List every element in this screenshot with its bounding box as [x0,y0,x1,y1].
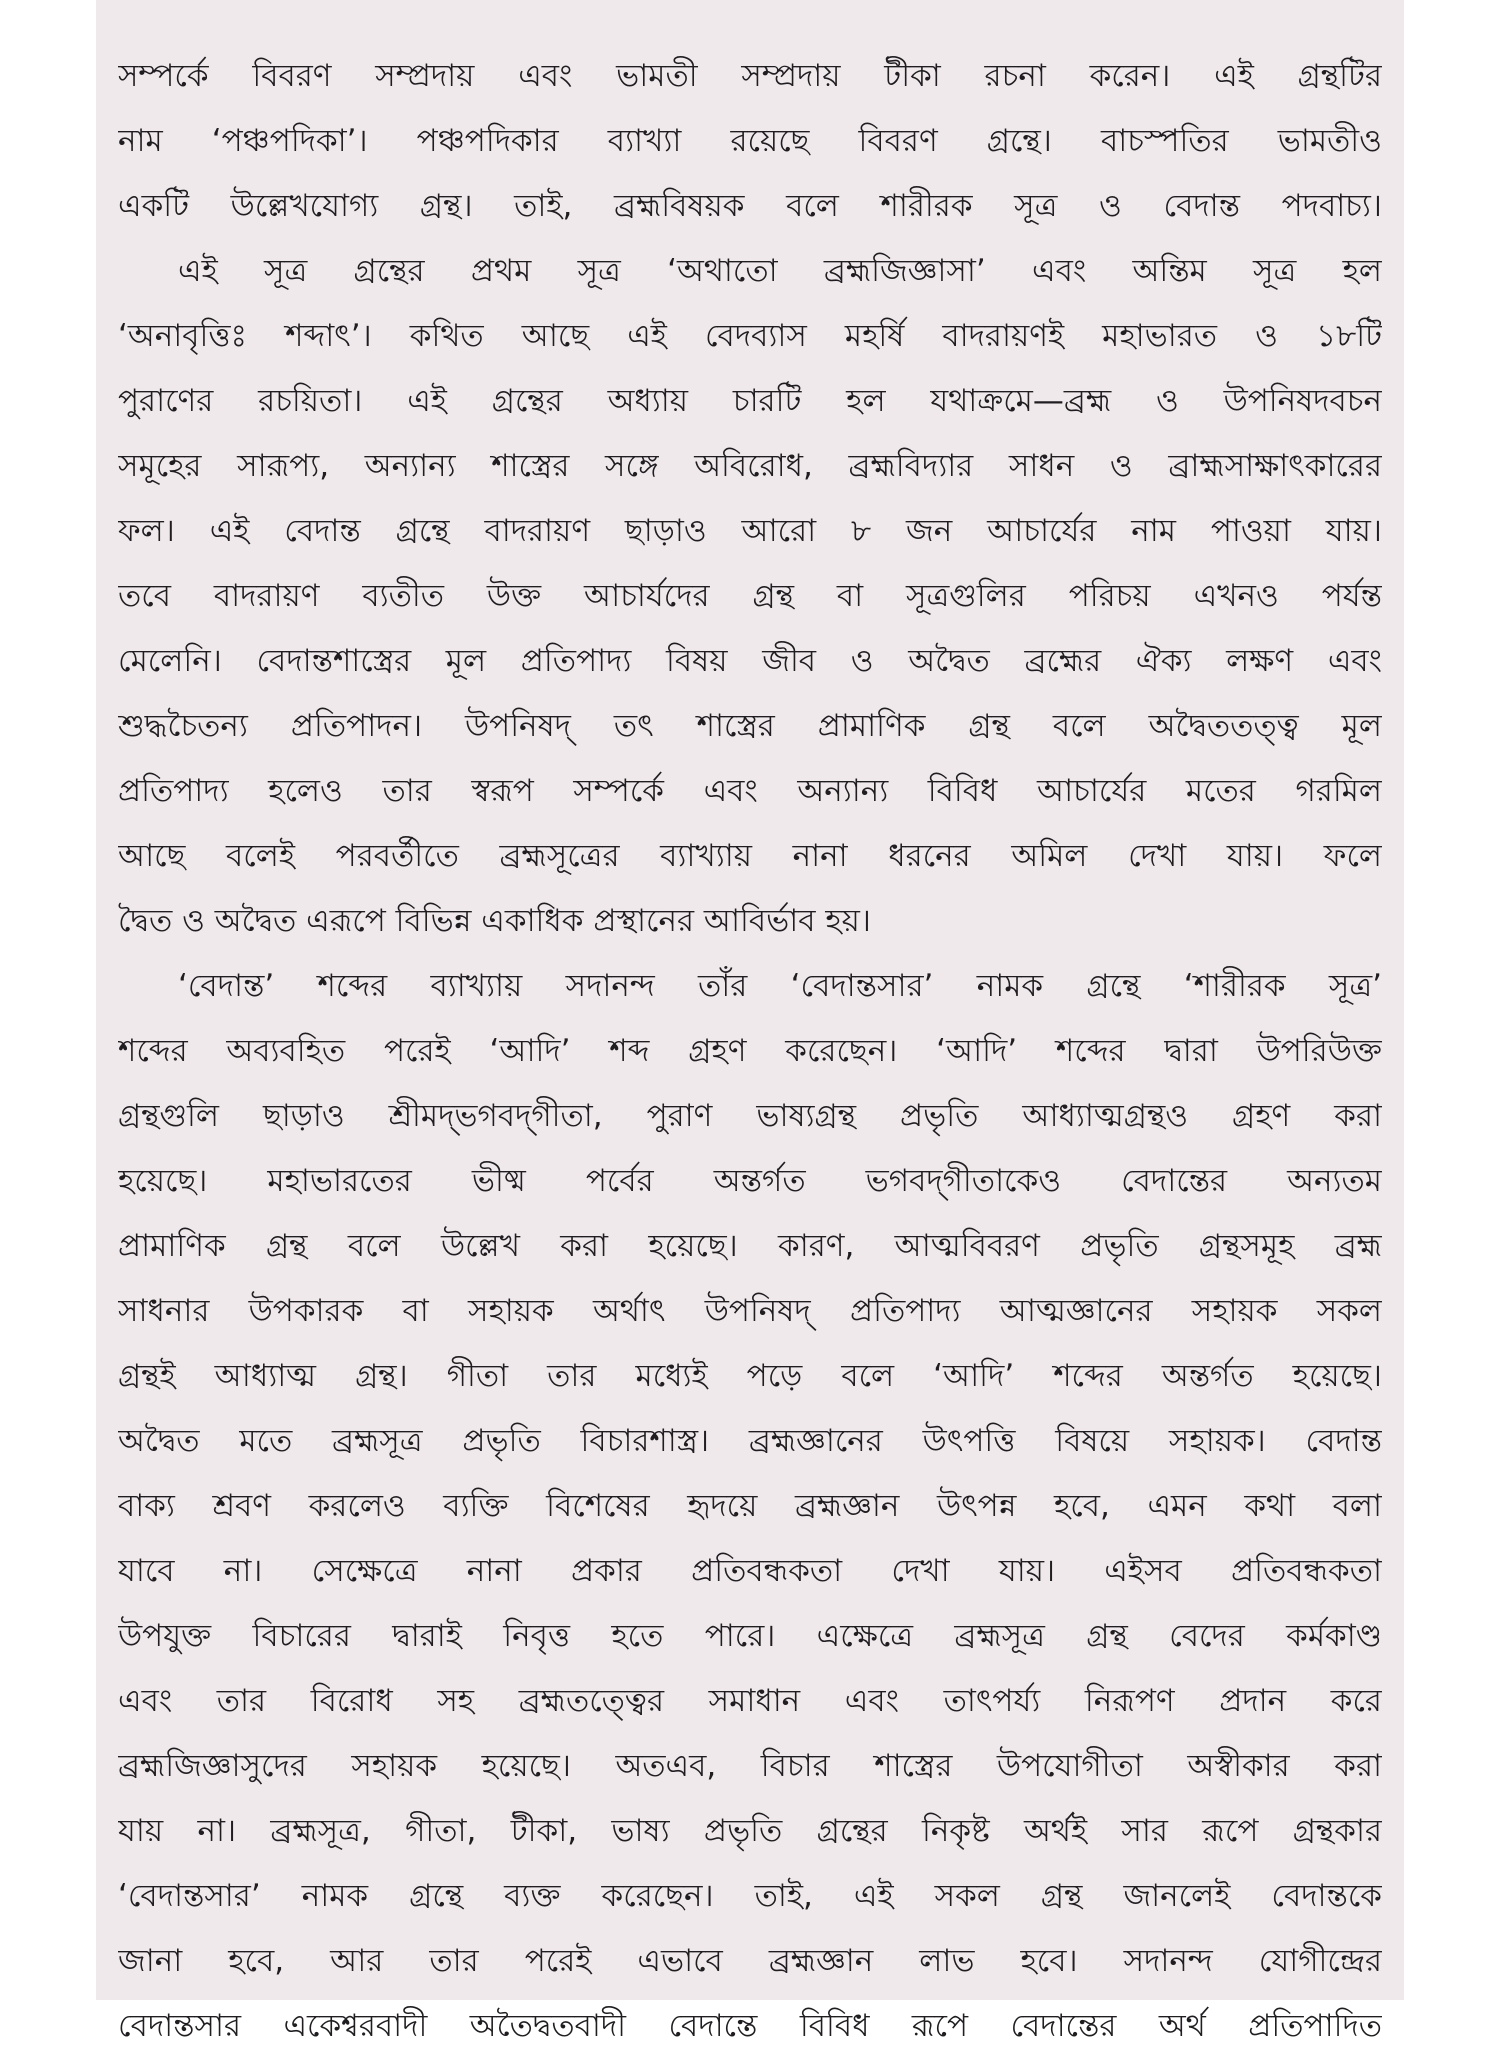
text-line: জানা হবে, আর তার পরেই এভাবে ব্রহ্মজ্ঞান লাভ হবে। সদানন্দ যোগীন্দ্রের [118,1943,1382,1979]
text-line: অদ্বৈত মতে ব্রহ্মসূত্র প্রভৃতি বিচারশাস্ত্র। ব্রহ্মজ্ঞানের উৎপত্তি বিষয়ে সহায়ক। বেদান্ত [118,1423,1382,1459]
paragraph-end-line: দ্বৈত ও অদ্বৈত এরূপে বিভিন্ন একাধিক প্রস্থানের আবির্ভাব হয়। [118,903,871,939]
text-line: যাবে না। সেক্ষেত্রে নানা প্রকার প্রতিবন্ধকতা দেখা যায়। এইসব প্রতিবন্ধকতা [118,1553,1382,1589]
text-line: তবে বাদরায়ণ ব্যতীত উক্ত আচার্যদের গ্রন্থ বা সূত্রগুলির পরিচয় এখনও পর্যন্ত [118,578,1382,614]
scanned-page [96,0,1404,2044]
text-line: প্রতিপাদ্য হলেও তার স্বরূপ সম্পর্কে এবং অন্যান্য বিবিধ আচার্যের মতের গরমিল [118,773,1382,809]
text-line: যায় না। ব্রহ্মসূত্র, গীতা, টীকা, ভাষ্য প্রভৃতি গ্রন্থের নিকৃষ্ট অর্থই সার রূপে গ্রন্থকার [118,1813,1382,1849]
text-line: শব্দের অব্যবহিত পরেই ‘আদি’ শব্দ গ্রহণ করেছেন। ‘আদি’ শব্দের দ্বারা উপরিউক্ত [118,1033,1382,1069]
text-line: একটি উল্লেখযোগ্য গ্রন্থ। তাই, ব্রহ্মবিষয়ক বলে শারীরক সূত্র ও বেদান্ত পদবাচ্য। [118,188,1382,224]
text-line: সাধনার উপকারক বা সহায়ক অর্থাৎ উপনিষদ্ প্রতিপাদ্য আত্মজ্ঞানের সহায়ক সকল [118,1293,1382,1329]
text-line: ‘বেদান্তসার’ নামক গ্রন্থে ব্যক্ত করেছেন। তাই, এই সকল গ্রন্থ জানলেই বেদান্তকে [118,1878,1382,1914]
text-line: ‘অনাবৃত্তিঃ শব্দাৎ’। কথিত আছে এই বেদব্যাস মহর্ষি বাদরায়ণই মহাভারত ও ১৮টি [118,318,1382,354]
text-line: নাম ‘পঞ্চপদিকা’। পঞ্চপদিকার ব্যাখ্যা রয়েছে বিবরণ গ্রন্থে। বাচস্পতির ভামতীও [118,123,1382,159]
text-line: বেদান্তসার একেশ্বরবাদী অতৈদ্বতবাদী বেদান্তে বিবিধ রূপে বেদান্তের অর্থ প্রতিপাদিত [118,2008,1382,2044]
text-line: এবং তার বিরোধ সহ ব্রহ্মতত্ত্বের সমাধান এবং তাৎপর্য্য নিরূপণ প্রদান করে [118,1683,1382,1719]
text-line: হয়েছে। মহাভারতের ভীষ্ম পর্বের অন্তর্গত ভগবদ্‌গীতাকেও বেদান্তের অন্যতম [118,1163,1382,1199]
text-line: উপযুক্ত বিচারের দ্বারাই নিবৃত্ত হতে পারে। এক্ষেত্রে ব্রহ্মসূত্র গ্রন্থ বেদের কর্মকাণ্ড [118,1618,1382,1654]
text-line: ফল। এই বেদান্ত গ্রন্থে বাদরায়ণ ছাড়াও আরো ৮ জন আচার্যের নাম পাওয়া যায়। [118,513,1382,549]
paragraph-start-line: এই সূত্র গ্রন্থের প্রথম সূত্র ‘অথাতো ব্রহ্মজিজ্ঞাসা’ এবং অন্তিম সূত্র হল [178,253,1382,289]
paragraph-start-line: ‘বেদান্ত’ শব্দের ব্যাখ্যায় সদানন্দ তাঁর ‘বেদান্তসার’ নামক গ্রন্থে ‘শারীরক সূত্র’ [178,968,1382,1004]
text-line: প্রামাণিক গ্রন্থ বলে উল্লেখ করা হয়েছে। কারণ, আত্মবিবরণ প্রভৃতি গ্রন্থসমূহ ব্রহ্ম [118,1228,1382,1264]
text-line: মেলেনি। বেদান্তশাস্ত্রের মূল প্রতিপাদ্য বিষয় জীব ও অদ্বৈত ব্রহ্মের ঐক্য লক্ষণ এবং [118,643,1382,679]
text-line: বাক্য শ্রবণ করলেও ব্যক্তি বিশেষের হৃদয়ে ব্রহ্মজ্ঞান উৎপন্ন হবে, এমন কথা বলা [118,1488,1382,1524]
text-line: গ্রন্থই আধ্যাত্ম গ্রন্থ। গীতা তার মধ্যেই পড়ে বলে ‘আদি’ শব্দের অন্তর্গত হয়েছে। [118,1358,1382,1394]
body-text [118,44,1382,2059]
text-line: আছে বলেই পরবর্তীতে ব্রহ্মসূত্রের ব্যাখ্যায় নানা ধরনের অমিল দেখা যায়। ফলে [118,838,1382,874]
text-line: ব্রহ্মজিজ্ঞাসুদের সহায়ক হয়েছে। অতএব, বিচার শাস্ত্রের উপযোগীতা অস্বীকার করা [118,1748,1382,1784]
text-line: সম্পর্কে বিবরণ সম্প্রদায় এবং ভামতী সম্প্রদায় টীকা রচনা করেন। এই গ্রন্থটির [118,58,1382,94]
text-line: গ্রন্থগুলি ছাড়াও শ্রীমদ্‌ভগবদ্‌গীতা, পুরাণ ভাষ্যগ্রন্থ প্রভৃতি আধ্যাত্মগ্রন্থও গ্রহণ করা [118,1098,1382,1134]
text-line: পুরাণের রচয়িতা। এই গ্রন্থের অধ্যায় চারটি হল যথাক্রমে—ব্রহ্ম ও উপনিষদবচন [118,383,1382,419]
text-line: শুদ্ধচৈতন্য প্রতিপাদন। উপনিষদ্ তৎ শাস্ত্রের প্রামাণিক গ্রন্থ বলে অদ্বৈততত্ত্ব মূল [118,708,1382,744]
text-line: সমূহের সারূপ্য, অন্যান্য শাস্ত্রের সঙ্গে অবিরোধ, ব্রহ্মবিদ্যার সাধন ও ব্রাহ্মসাক্ষাৎকারের [118,448,1382,484]
